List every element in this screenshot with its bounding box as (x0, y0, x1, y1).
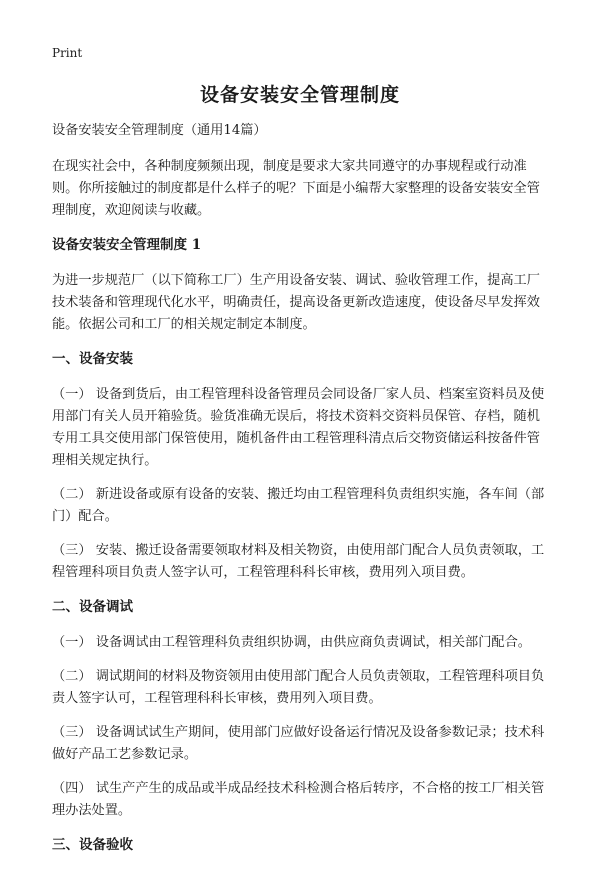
part-heading-debugging: 二、设备调试 (52, 599, 133, 615)
section-intro-paragraph: 为进一步规范厂（以下简称工厂）生产用设备安装、调试、验收管理工作，提高工厂技术装备和管理现代化水平，明确责任，提高设备更新改造速度，使设备尽早发挥效能。依据公司和工厂的相关规定制定本制度。 (52, 273, 540, 332)
document-subtitle: 设备安装安全管理制度（通用14篇） (52, 123, 267, 138)
section-heading: 设备安装安全管理制度 1 (52, 237, 202, 253)
debugging-item-1: （一） 设备调试由工程管理科负责组织协调，由供应商负责调试，相关部门配合。 (52, 635, 531, 650)
installation-item-2: （二） 新进设备或原有设备的安装、搬迁均由工程管理科负责组织实施，各车间（部门）配合。 (52, 487, 545, 524)
debugging-item-3: （三） 设备调试试生产期间，使用部门应做好设备运行情况及设备参数记录；技术科做好产品工艺参数记录。 (52, 725, 545, 762)
document-body (52, 120, 552, 870)
document-title: 设备安装安全管理制度 (199, 84, 400, 106)
debugging-item-4: （四） 试生产产生的成品或半成品经技术科检测合格后转序，不合格的按工厂相关管理办法处置。 (52, 781, 545, 818)
installation-item-3: （三） 安装、搬迁设备需要领取材料及相关物资，由使用部门配合人员负责领取，工程管理科项目负责人签字认可，工程管理科科长审核，费用列入项目费。 (52, 543, 545, 580)
print-link[interactable]: Print (52, 46, 83, 60)
intro-paragraph: 在现实社会中，各种制度频频出现，制度是要求大家共同遵守的办事规程或行动准则。你所接触过的制度都是什么样子的呢？下面是小编帮大家整理的设备安装安全管理制度，欢迎阅读与收藏。 (52, 159, 540, 218)
installation-item-1: （一） 设备到货后，由工程管理科设备管理员会同设备厂家人员、档案室资料员及使用部门有关人员开箱验货。验货准确无误后，将技术资料交资料员保管、存档，随机专用工具交使用部门保管使用，随机备件由工程管理科清点后交物资储运科按备件管理相关规定执行。 (52, 387, 545, 468)
part-heading-installation: 一、设备安装 (52, 351, 133, 367)
part-heading-acceptance: 三、设备验收 (52, 837, 133, 853)
debugging-item-2: （二） 调试期间的材料及物资领用由使用部门配合人员负责领取，工程管理科项目负责人签字认可，工程管理科科长审核，费用列入项目费。 (52, 669, 545, 706)
